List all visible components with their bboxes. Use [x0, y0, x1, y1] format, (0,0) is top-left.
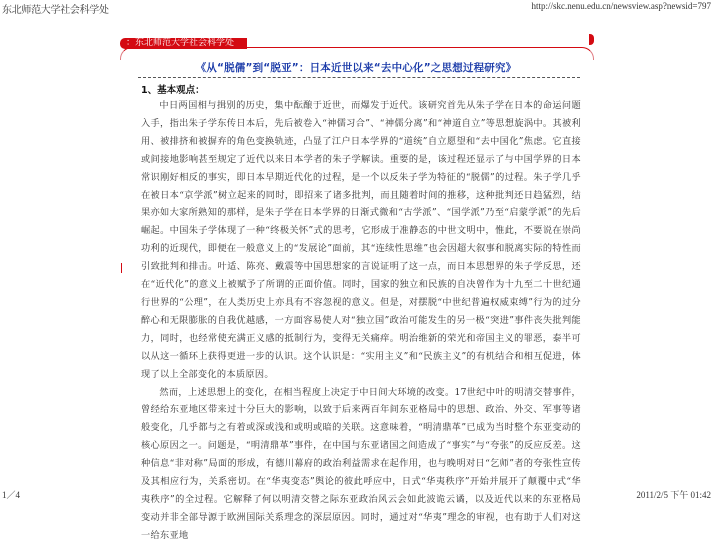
banner-right-cap: [589, 34, 594, 45]
frame-left-mark: [121, 263, 122, 273]
print-header-page-title: 东北师范大学社会科学处: [2, 5, 109, 16]
article-body: [141, 97, 581, 545]
content-frame-border: [120, 47, 594, 60]
article-paragraph: 中日两国相与揖别的历史，集中酝酿于近世，而爆发于近代。该研究首先从朱子学在日本的命运问题入手，指出朱子学东传日本后，先后被卷入“神儒习合”、“神儒分离”和“神道自立”等思想旋涡中。其被利用、被排挤和被摒弃的角色变换轨迹，凸显了江户日本学界的“道统”自立愿望和“去中国化”焦虑。它直接或间接地影响甚至规定了近代以来日本学者的朱子学解读。重要的是，该过程还显示了与中国学界的日本常识刚好相反的事实，即日本早期近代化的过程，是一个以反朱子学为特征的“脱儒”的过程。朱子学几乎在被日本“京学派”树立起来的同时，即招来了诸多批判，而且随着时间的推移，这种批判还日趋猛烈，结果亦如大家所熟知的那样，是朱子学在日本学界的日渐式微和“古学派”、“国学派”乃至“启蒙学派”的先后崛起。中国朱子学体现了一种“终极关怀”式的思考，它形成于准静态的中世文明中，惟此，不要说在崇尚功利的近现代，即便在一般意义上的“发展论”面前，其“连续性思维”也会因超大叙事和脱离实际的特性而引致批判和排击。叶适、陈亮、戴震等中国思想家的言说证明了这一点，而日本思想界的朱子学反思，还在“近代化”的意义上被赋予了所谓的正面价值。同时，国家的独立和民族的自决曾作为十九至二十世纪通行世界的“公理”，在人类历史上亦具有不容忽视的意义。但是，对摆脱“中世纪普遍权威束缚”行为的过分醉心和无限膨胀的自我优越感，一方面容易使人对“独立国”政治可能发生的另一极“突进”事件丧失批判能力，同时，也经常使充满正义感的抵制行为，变得无关痛痒。明治维新的荣光和帝国主义的罪恶，泰半可以从这一循环上获得更进一步的认识。这个认识是：“实用主义”和“民族主义”的有机结合和相互促进，体现了以上全部变化的本质原因。: [141, 100, 581, 380]
print-footer-datetime: 2011/2/5 下午 01:42: [636, 490, 711, 500]
article-paragraph: 然而，上述思想上的变化，在相当程度上决定于中日间大环境的改变。17世纪中叶的明清交替事件，曾经给东亚地区带来过十分巨大的影响，以致于后来两百年间东亚格局中的思想、政治、外交、军事等诸般变化，几乎都与之有着或深或浅和或明或暗的关联。这意味着，“明清鼎革”已成为当时整个东亚变动的核心原因之一。问题是，“明清鼎革”事件，在中国与东亚诸国之间造成了“事实”与“夸张”的反应反差。这种信息“非对称”局面的形成，有德川幕府的政治利益需求在起作用，也与晚明对日“乞师”者的夸张性宣传及其相应行为，关系密切。在“华夷变态”舆论的彼此呼应中，日式“华夷秩序”开始并展开了颠覆中式“华夷秩序”的全过程。它解释了何以明清交替之际东亚政治风云会如此波诡云谲，以及近代以来的东亚格局变动并非全部导源于欧洲国际关系理念的深层原因。同时，通过对“华夷”理念的审视，也有助于人们对这一给东亚地: [141, 386, 581, 541]
section-heading: 1、基本观点：: [141, 85, 205, 96]
print-footer-page-number: 1／4: [2, 490, 21, 500]
print-header-url: http://skc.nenu.edu.cn/newsview.asp?newsid=797: [531, 1, 711, 11]
dashed-divider: [138, 77, 580, 78]
site-banner: ：东北师范大学社会科学处: [120, 38, 247, 49]
article-title: 《从“脱儒”到“脱亚”：日本近世以来“去中心化”之思想过程研究》: [195, 62, 517, 74]
